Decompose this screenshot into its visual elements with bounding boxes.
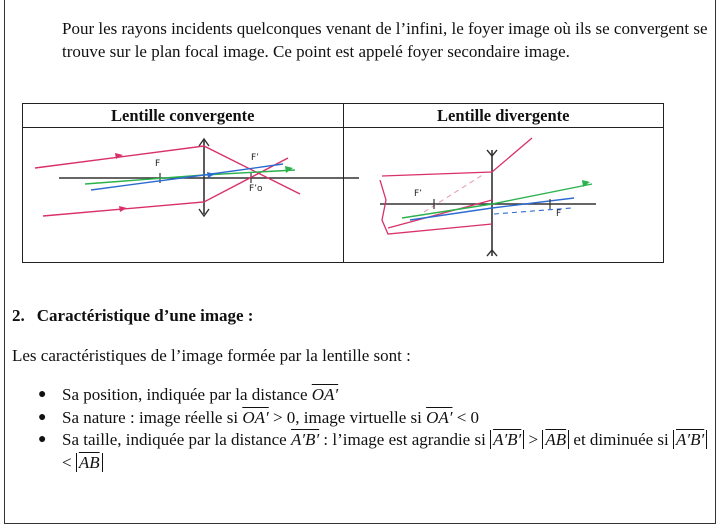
label-f-prime: F’ [413, 189, 422, 199]
bullet-icon: ● [38, 432, 47, 447]
math-oa-prime: OA′ [311, 385, 339, 404]
label-f: F [555, 209, 561, 219]
lens-table-header [23, 104, 663, 128]
characteristics-list [38, 384, 708, 474]
bullet-text: > 0, image virtuelle si [268, 407, 427, 427]
section-number: 2. [12, 306, 25, 325]
label-f: F [155, 159, 161, 169]
math-ab: $\overline{AB}$ [545, 430, 567, 449]
red-ray-top [382, 138, 532, 176]
list-item [38, 407, 708, 430]
section-title [12, 306, 253, 326]
math-ab-prime: A′B′ [493, 430, 522, 449]
math-oa-prime: OA′ [242, 407, 269, 427]
diverging-lens-cell [343, 128, 664, 262]
header-converging-lens: Lentille convergente [111, 106, 255, 125]
list-item [38, 429, 708, 474]
intro-paragraph: Pour les rayons incidents quelconques venant de l’infini, le foyer image où ils se convergent se trouve sur le plan focal image. Ce point est appelé foyer secondaire image. [62, 19, 708, 61]
bullet-text: et diminuée si [569, 430, 674, 449]
bullet-text: Sa taille, indiquée par la distance [62, 430, 291, 449]
label-fo: F’o [249, 184, 263, 194]
green-ray-arrow [582, 180, 590, 187]
diverging-lens-diagram [344, 128, 636, 264]
math-ab-prime: A′B′ [676, 430, 705, 449]
intro-characteristics: Les caractéristiques de l’image formée par la lentille sont : [12, 346, 411, 365]
section-title-text: Caractéristique d’une image : [36, 306, 254, 325]
math-ab: $\overline{AB}$ [78, 452, 100, 472]
bullet-icon: ● [38, 409, 47, 425]
bullet-text: : l’image est agrandie si [319, 430, 491, 449]
bullet-icon: ● [38, 387, 47, 402]
bullet-text: < [62, 452, 76, 472]
green-ray [402, 184, 592, 218]
header-diverging-lens: Lentille divergente [343, 104, 664, 127]
converging-lens-diagram [23, 128, 371, 264]
bullet-text: Sa nature : image réelle si [62, 407, 243, 427]
list-item [38, 384, 708, 407]
lens-table [22, 103, 664, 263]
math-oa-prime: OA′ [426, 407, 453, 427]
math-ab-prime: A′B′ [290, 430, 320, 449]
converging-lens-cell [23, 128, 343, 262]
bullet-text: Sa position, indiquée par la distance [62, 385, 312, 404]
bullet-text: < 0 [452, 407, 480, 427]
label-f-prime: F’ [251, 153, 260, 163]
bullet-text: > [524, 430, 543, 449]
